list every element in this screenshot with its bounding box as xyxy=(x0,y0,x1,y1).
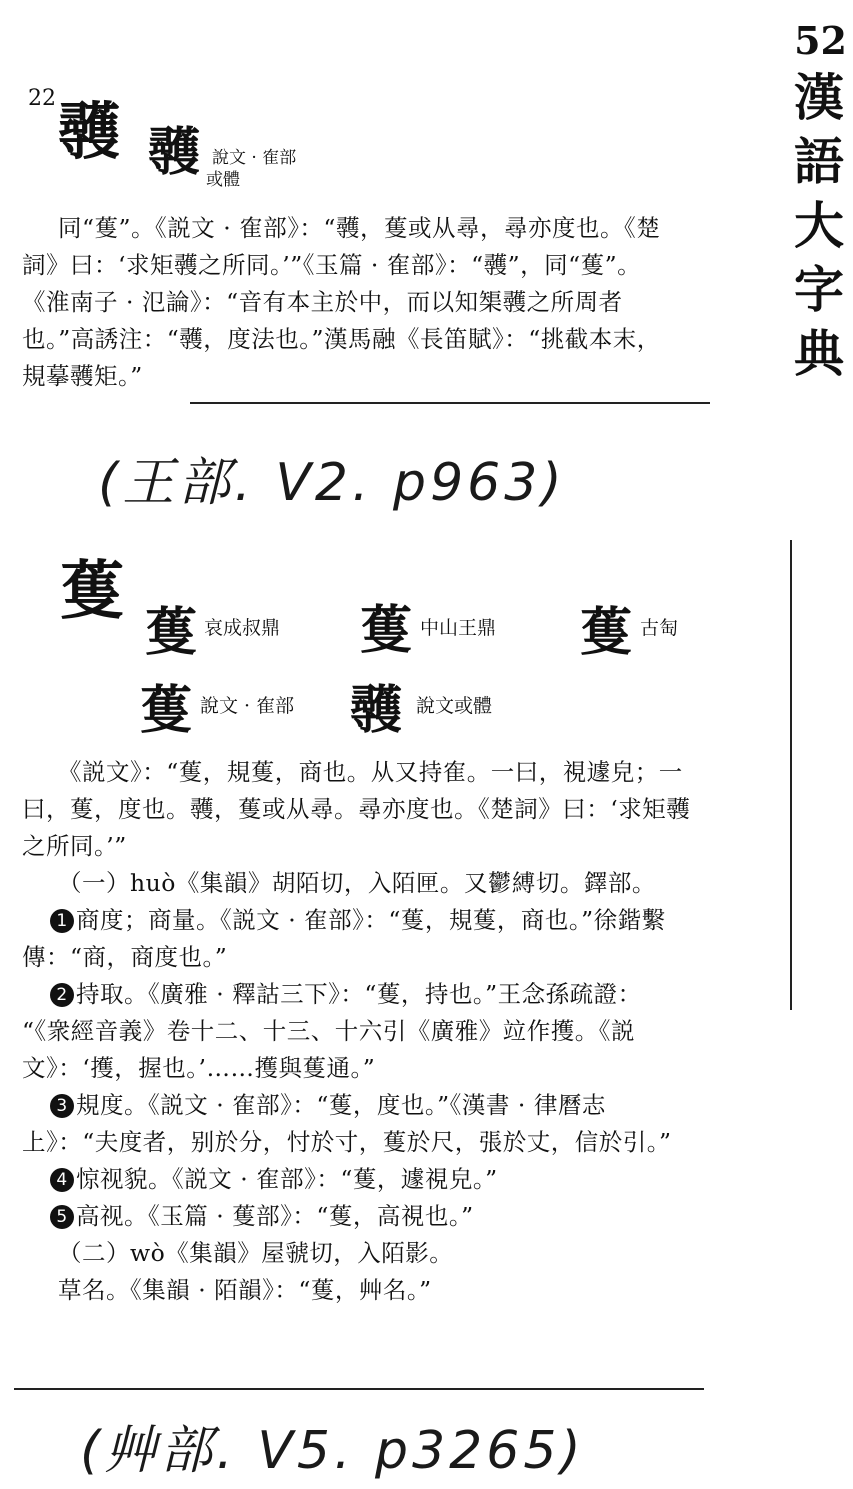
sense-number: 3 xyxy=(50,1094,74,1118)
dictionary-title xyxy=(791,66,847,386)
text-line: 同“蒦”。《説文 · 隺部》：“彠，蒦或从尋，尋亦度也。《楚 xyxy=(58,214,661,242)
reading-line: （二）wò《集韻》屋虢切，入陌影。 xyxy=(58,1239,454,1267)
seal-label: 說文 · 隺部 xyxy=(212,148,297,168)
seal-script-glyph: 蒦 xyxy=(140,680,187,741)
seal-label-variant: 或體 xyxy=(206,170,240,190)
sense-text: 商度；商量。《説文 · 隺部》：“蒦，規蒦，商也。”徐鍇繫 xyxy=(76,906,666,934)
sense-text: 高视。《玉篇 · 蒦部》：“蒦，高視也。” xyxy=(76,1202,474,1230)
text-line: 曰，蒦，度也。彠，蒦或从尋。尋亦度也。《楚詞》曰：‘求矩彠 xyxy=(22,795,691,823)
text-line: 之所同。’” xyxy=(22,832,127,860)
divider xyxy=(14,1388,704,1390)
sense-line xyxy=(22,902,690,939)
title-char: 語 xyxy=(794,132,844,191)
glyph-source: 說文 · 隺部 xyxy=(200,695,295,717)
entry1-definition xyxy=(22,210,661,395)
pottery-glyph: 蒦 xyxy=(580,602,627,663)
title-char: 典 xyxy=(794,324,844,383)
sense-number: 5 xyxy=(50,1205,74,1229)
title-char: 字 xyxy=(794,260,844,319)
sense-number: 2 xyxy=(50,983,74,1007)
sense-line xyxy=(22,1161,690,1198)
seal-script-glyph: 彠 xyxy=(148,122,195,183)
text-line: “《衆經音義》卷十二、十三、十六引《廣雅》竝作擭。《説 xyxy=(22,1017,636,1045)
text-line: 規摹彠矩。” xyxy=(22,362,143,390)
reading-line: （一）huò《集韻》胡陌切，入陌匣。又鬱縛切。鐸部。 xyxy=(58,869,656,897)
glyph-source: 哀成叔鼎 xyxy=(204,617,281,639)
glyph-source: 古匋 xyxy=(640,617,679,639)
entry2-headword: 蒦 xyxy=(60,554,124,629)
entry2-definition xyxy=(22,754,690,1309)
text-line: 也。”高誘注：“彠，度法也。”漢馬融《長笛賦》：“挑截本末， xyxy=(22,325,661,353)
margin-line xyxy=(790,540,792,1010)
divider xyxy=(190,402,710,404)
text-line: 《淮南子 · 氾論》：“音有本主於中，而以知榘彠之所周者 xyxy=(22,288,623,316)
sense-text: 持取。《廣雅 · 釋詁三下》：“蒦，持也。”王念孫疏證： xyxy=(76,980,642,1008)
glyph-source: 中山王鼎 xyxy=(420,617,497,639)
page-number: 52 xyxy=(794,18,847,63)
entry1-headword: 彠 xyxy=(58,95,121,168)
text-line: 《説文》：“蒦，規蒦，商也。从又持隺。一曰，視遽皃；一 xyxy=(58,758,683,786)
handwritten-note: (王部. V2. p963) xyxy=(98,453,566,513)
sense-line xyxy=(22,976,690,1013)
sense-text: 規度。《説文 · 隺部》：“蒦，度也。”《漢書 · 律曆志 xyxy=(76,1091,606,1119)
text-line: 詞》曰：‘求矩彠之所同。’”《玉篇 · 隺部》：“彠”，同“蒦”。 xyxy=(22,251,642,279)
sense-number: 1 xyxy=(50,909,74,933)
handwritten-note: (艸部. V5. p3265) xyxy=(80,1421,585,1481)
text-line: 傳：“商，商度也。” xyxy=(22,943,228,971)
sense-text: 惊视貌。《説文 · 隺部》：“蒦，遽視皃。” xyxy=(76,1165,498,1193)
text-line: 文》：‘擭，握也。’……擭與蒦通。” xyxy=(22,1054,376,1082)
text-line: 草名。《集韻 · 陌韻》：“蒦，艸名。” xyxy=(58,1276,432,1304)
title-char: 漢 xyxy=(794,68,844,127)
seal-script-glyph: 彠 xyxy=(350,680,397,741)
sense-number: 4 xyxy=(50,1168,74,1192)
sense-line xyxy=(22,1198,690,1235)
sense-line xyxy=(22,1087,690,1124)
text-line: 上》：“夫度者，别於分，忖於寸，蒦於尺，張於丈，信於引。” xyxy=(22,1128,672,1156)
glyph-source: 說文或體 xyxy=(416,695,493,717)
entry-number: 22 xyxy=(28,86,56,111)
title-char: 大 xyxy=(794,196,844,255)
bronze-glyph: 蒦 xyxy=(145,602,192,663)
bronze-glyph: 蒦 xyxy=(360,600,407,661)
